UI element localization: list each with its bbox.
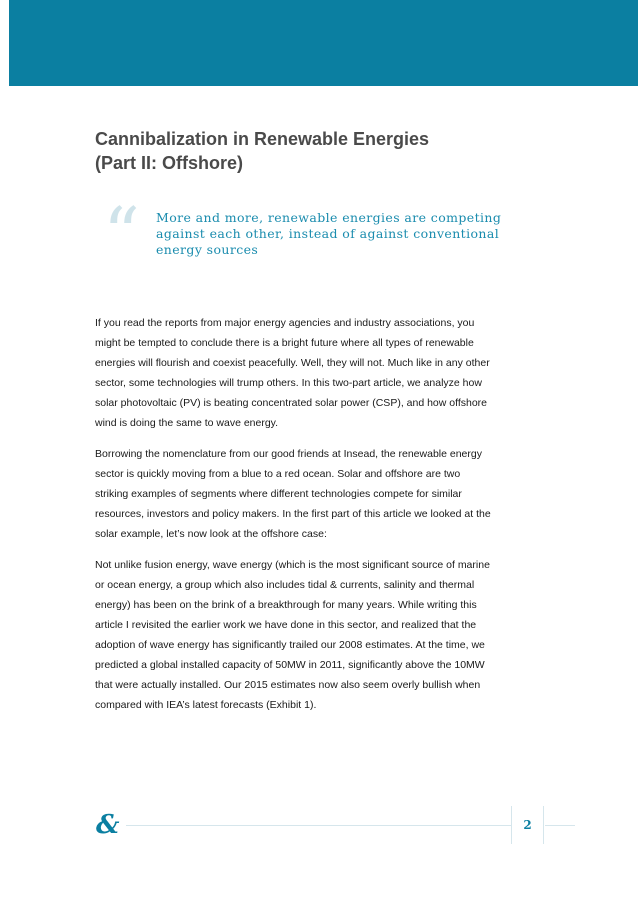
paragraph-1: If you read the reports from major energy agencies and industry associations, you might be tempted to conclude there is a bright future where all types of renewable energies will flourish and coexist peacefully. Well, they will not. Much like in any other sector, some technologies will trump others. In this two-part article, we analyze how solar photovoltaic (PV) is beating concentrated solar power (CSP), and how offshore wind is doing the same to wave energy. [95,317,490,429]
pull-quote-text: More and more, renewable energies are competing against each other, instead of against conventional energy sources [156,210,502,257]
footer-divider-left [126,825,511,826]
header-band [9,0,638,86]
article-title-line-1: Cannibalization in Renewable Energies [95,129,430,149]
paragraph-2: Borrowing the nomenclature from our good friends at Insead, the renewable energy sector is quickly moving from a blue to a red ocean. Solar and offshore are two striking examples of segments where different technologies compete for similar resources, investors and policy makers. In the first part of this article we looked at the solar example, let’s now look at the offshore case: [95,448,491,540]
article-body [95,313,551,726]
page-number: 2 [523,818,532,832]
paragraph-3: Not unlike fusion energy, wave energy (which is the most significant source of marine or ocean energy, a group which also includes tidal & currents, salinity and thermal energy) has been on the brink of a breakthrough for many years. While writing this article I revisited the earlier work we have done in this sector, and realized that the adoption of wave energy has significantly trailed our 2008 estimates. At the time, we predicted a global installed capacity of 50MW in 2011, significantly above the 10MW that were actually installed. Our 2015 estimates now also seem overly bullish when compared with IEA’s latest forecasts (Exhibit 1). [95,559,490,711]
ampersand-logo-icon: & [96,810,120,840]
article-title [95,127,555,175]
article-title-line-2: (Part II: Offshore) [95,153,244,173]
footer-divider-right [545,825,575,826]
pull-quote [156,210,536,258]
quote-mark-icon: “ [103,192,140,276]
